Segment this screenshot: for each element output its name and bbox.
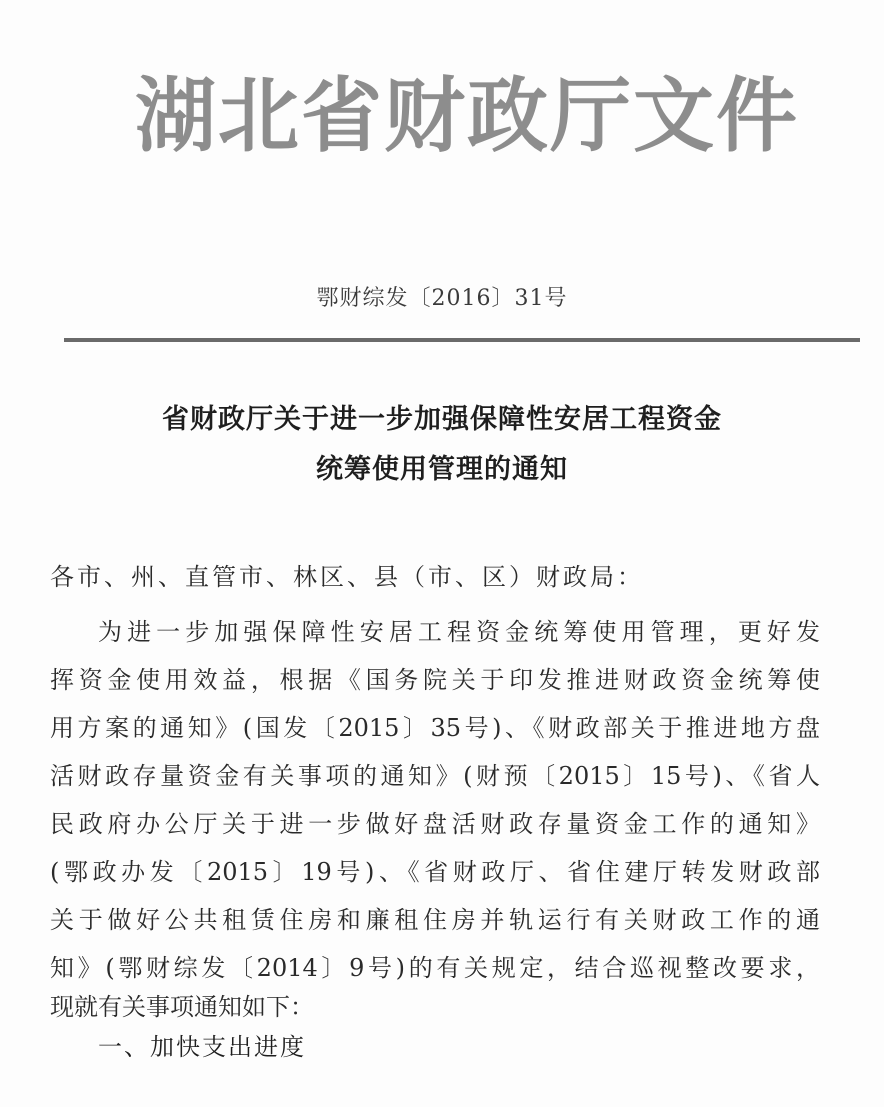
section-heading-1: 一、加快支出进度 (98, 1033, 306, 1061)
body-line: 关于做好公共租赁住房和廉租住房并轨运行有关财政工作的通 (50, 906, 820, 934)
document-title-line-1: 省财政厅关于进一步加强保障性安居工程资金 (162, 404, 722, 435)
body-line: (鄂政办发〔2015〕19号)、《省财政厅、省住建厅转发财政部 (50, 858, 820, 886)
document-number: 鄂财综发〔2016〕31号 (316, 286, 568, 311)
header-divider (64, 338, 860, 342)
body-line: 知》(鄂财综发〔2014〕9号)的有关规定，结合巡视整改要求， (50, 954, 820, 982)
document-title-line-2: 统筹使用管理的通知 (316, 454, 568, 485)
document-masthead: 湖北省财政厅文件 (134, 70, 799, 164)
body-line: 民政府办公厅关于进一步做好盘活财政存量资金工作的通知》 (50, 810, 820, 838)
body-line: 挥资金使用效益，根据《国务院关于印发推进财政资金统筹使 (50, 666, 820, 694)
body-line: 用方案的通知》(国发〔2015〕35号)、《财政部关于推进地方盘 (50, 714, 820, 742)
body-line: 现就有关事项通知如下： (50, 993, 314, 1021)
body-line: 活财政存量资金有关事项的通知》(财预〔2015〕15号)、《省人 (50, 762, 820, 790)
salutation: 各市、州、直管市、林区、县（市、区）财政局： (50, 563, 644, 591)
body-line: 为进一步加强保障性安居工程资金统筹使用管理，更好发 (98, 618, 820, 646)
